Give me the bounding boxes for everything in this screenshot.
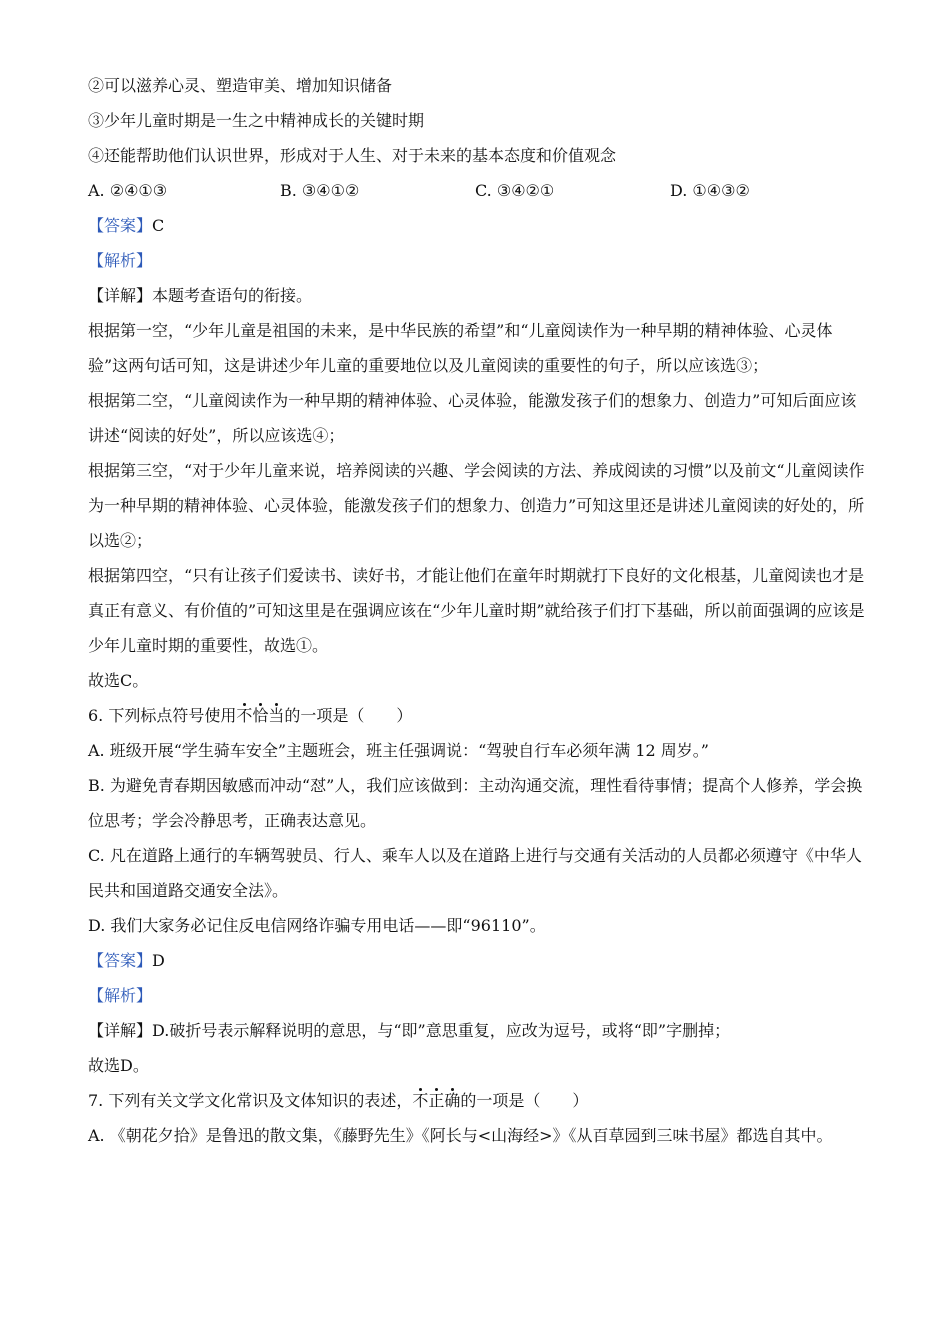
q7-stem-pre: 7. 下列有关文学文化常识及文体知识的表述， [88,1091,413,1110]
analysis-tag: 【解析】 [88,251,153,270]
q5-choice-c: C. ③④②① [475,181,555,200]
detail-tag: 【详解】 [88,1021,153,1040]
document-page [88,68,868,1153]
q5-choice-a: A. ②④①③ [88,181,168,200]
answer-tag: 【答案】 [88,951,153,970]
q6-option-c: C. 凡在道路上通行的车辆驾驶员、行人、乘车人以及在道路上进行与交通有关活动的人员都必须遵守《中华人民共和国道路交通安全法》。 [88,846,862,900]
q6-option-d: D. 我们大家务必记住反电信网络诈骗专用电话——即“96110”。 [88,916,546,935]
option-line-4: ④还能帮助他们认识世界，形成对于人生、对于未来的基本态度和价值观念 [88,146,617,165]
option-line-3: ③少年儿童时期是一生之中精神成长的关键时期 [88,111,425,130]
answer-tag: 【答案】 [88,216,153,235]
q5-choices [88,173,868,208]
q6-answer [88,943,868,978]
q6-option-a: A. 班级开展“学生骑车安全”主题班会，班主任强调说：“驾驶自行车必须年满 12 周岁。” [88,741,709,760]
q5-choice-d: D. ①④③② [670,181,750,200]
emphasis-char: 不 [236,706,253,725]
q7-stem [88,1083,868,1118]
answer-value: D [152,951,165,970]
q5-detail [88,278,868,313]
q5-conclusion: 故选C。 [88,671,149,690]
detail-tag: 【详解】 [88,286,153,305]
q6-conclusion: 故选D。 [88,1056,149,1075]
q6-analysis [88,978,868,1013]
emphasis-char: 恰 [252,706,269,725]
q6-stem [88,698,868,733]
q6-stem-post: 的一项是（ ） [284,706,413,725]
q6-option-b: B. 为避免青春期因敏感而冲动“怼”人，我们应该做到：主动沟通交流，理性看待事情；提高个人修养，学会换位思考；学会冷静思考，正确表达意见。 [88,776,863,830]
detail-text: 本题考查语句的衔接。 [152,286,313,305]
q7-option-a: A. 《朝花夕拾》是鲁迅的散文集，《藤野先生》《阿长与<山海经>》《从百草园到三味书屋》都选自其中。 [88,1126,833,1145]
option-line-2: ②可以滋养心灵、塑造审美、增加知识储备 [88,76,393,95]
emphasis-char: 不 [412,1091,429,1110]
q5-paragraph-2: 根据第二空，“儿童阅读作为一种早期的精神体验、心灵体验，能激发孩子们的想象力、创造力”可知后面应该讲述“阅读的好处”，所以应该选④； [88,391,857,445]
analysis-tag: 【解析】 [88,986,153,1005]
answer-value: C [152,216,165,235]
q6-stem-pre: 6. 下列标点符号使用 [88,706,237,725]
detail-text: D.破折号表示解释说明的意思，与“即”意思重复，应改为逗号，或将“即”字删掉； [152,1021,731,1040]
q5-analysis [88,243,868,278]
emphasis-char: 当 [268,706,285,725]
q5-paragraph-3: 根据第三空，“对于少年儿童来说，培养阅读的兴趣、学会阅读的方法、养成阅读的习惯”以及前文“儿童阅读作为一种早期的精神体验、心灵体验，能激发孩子们的想象力、创造力”可知这里还是讲述儿童阅读的好处的，所以选②； [88,461,865,550]
q6-detail [88,1013,868,1048]
emphasis-char: 正 [428,1091,445,1110]
q7-stem-post: 的一项是（ ） [460,1091,589,1110]
emphasis-char: 确 [444,1091,461,1110]
q5-choice-b: B. ③④①② [280,181,360,200]
q5-paragraph-4: 根据第四空，“只有让孩子们爱读书、读好书，才能让他们在童年时期就打下良好的文化根基，儿童阅读也才是真正有意义、有价值的”可知这里是在强调应该在“少年儿童时期”就给孩子们打下基础，所以前面强调的应该是少年儿童时期的重要性，故选①。 [88,566,865,655]
q5-paragraph-1: 根据第一空，“少年儿童是祖国的未来，是中华民族的希望”和“儿童阅读作为一种早期的精神体验、心灵体验”这两句话可知，这是讲述少年儿童的重要地位以及儿童阅读的重要性的句子，所以应该选③； [88,321,833,375]
q5-answer [88,208,868,243]
